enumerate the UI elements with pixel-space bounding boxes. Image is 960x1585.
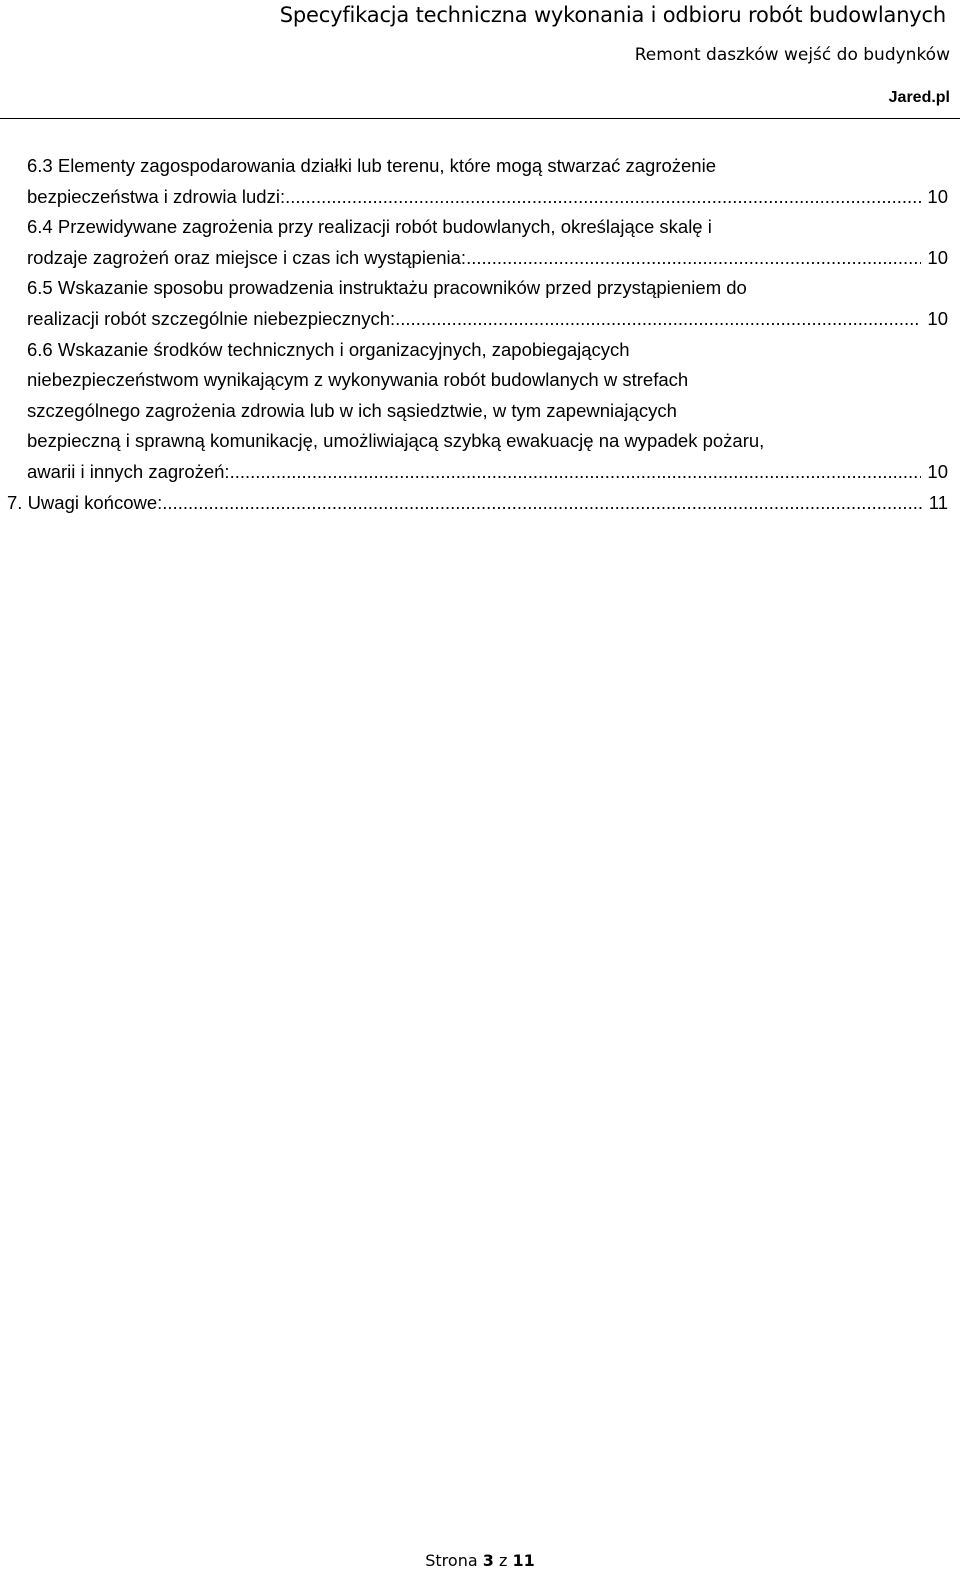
toc-line: szczególnego zagrożenia zdrowia lub w ich sąsiedztwie, w tym zapewniających bbox=[27, 399, 677, 421]
page-footer bbox=[0, 1550, 960, 1572]
toc-line: rodzaje zagrożeń oraz miejsce i czas ich wystąpienia: bbox=[27, 246, 467, 268]
toc-line: realizacji robót szczególnie niebezpiecznych: bbox=[27, 307, 396, 329]
toc-page-number: 10 bbox=[927, 460, 948, 482]
toc-page-number: 11 bbox=[928, 491, 948, 513]
toc-line: 6.5 Wskazanie sposobu prowadzenia instruktażu pracowników przed przystąpieniem do bbox=[27, 277, 747, 299]
footer-current-page: 3 bbox=[482, 1551, 494, 1570]
toc-page-number: 10 bbox=[927, 185, 948, 207]
toc-line: 7. Uwagi końcowe: bbox=[7, 491, 163, 513]
toc-leader-line bbox=[27, 243, 948, 274]
toc-dots bbox=[395, 304, 921, 335]
document-title: Specyfikacja techniczna wykonania i odbioru robót budowlanych bbox=[279, 3, 946, 27]
toc-dots bbox=[285, 182, 921, 213]
header-divider bbox=[0, 118, 960, 119]
toc-line: niebezpieczeństwom wynikającym z wykonywania robót budowlanych w strefach bbox=[27, 369, 689, 391]
toc-page-number: 10 bbox=[927, 246, 948, 268]
toc-line: 6.3 Elementy zagospodarowania działki lub terenu, które mogą stwarzać zagrożenie bbox=[27, 155, 716, 176]
toc-leader-line bbox=[27, 182, 948, 213]
toc-line: 6.4 Przewidywane zagrożenia przy realizacji robót budowlanych, określające skalę i bbox=[27, 216, 712, 238]
toc-dots bbox=[230, 457, 922, 488]
toc-entry-6-3[interactable] bbox=[27, 151, 948, 212]
toc-leader-line bbox=[27, 304, 948, 335]
toc-dots bbox=[466, 243, 921, 274]
brand-label: Jared.pl bbox=[888, 89, 950, 106]
toc-line: bezpieczeństwa i zdrowia ludzi: bbox=[27, 185, 286, 207]
table-of-contents bbox=[7, 151, 948, 518]
toc-entry-6-4[interactable] bbox=[27, 212, 948, 273]
toc-leader-line bbox=[27, 457, 948, 488]
footer-prefix: Strona bbox=[425, 1551, 478, 1570]
toc-dots bbox=[162, 488, 923, 519]
toc-entry-7[interactable] bbox=[7, 488, 948, 519]
footer-total-pages: 11 bbox=[512, 1551, 535, 1570]
toc-line: bezpieczną i sprawną komunikację, umożliwiającą szybką ewakuację na wypadek pożaru, bbox=[27, 430, 765, 452]
toc-leader-line bbox=[7, 488, 948, 519]
toc-entry-6-5[interactable] bbox=[27, 273, 948, 334]
toc-line: awarii i innych zagrożeń: bbox=[27, 460, 230, 482]
document-subtitle: Remont daszków wejść do budynków bbox=[634, 45, 950, 65]
toc-page-number: 10 bbox=[927, 307, 948, 329]
toc-entry-6-6[interactable] bbox=[27, 335, 948, 488]
footer-separator: z bbox=[498, 1551, 508, 1570]
toc-line: 6.6 Wskazanie środków technicznych i organizacyjnych, zapobiegających bbox=[27, 338, 630, 360]
